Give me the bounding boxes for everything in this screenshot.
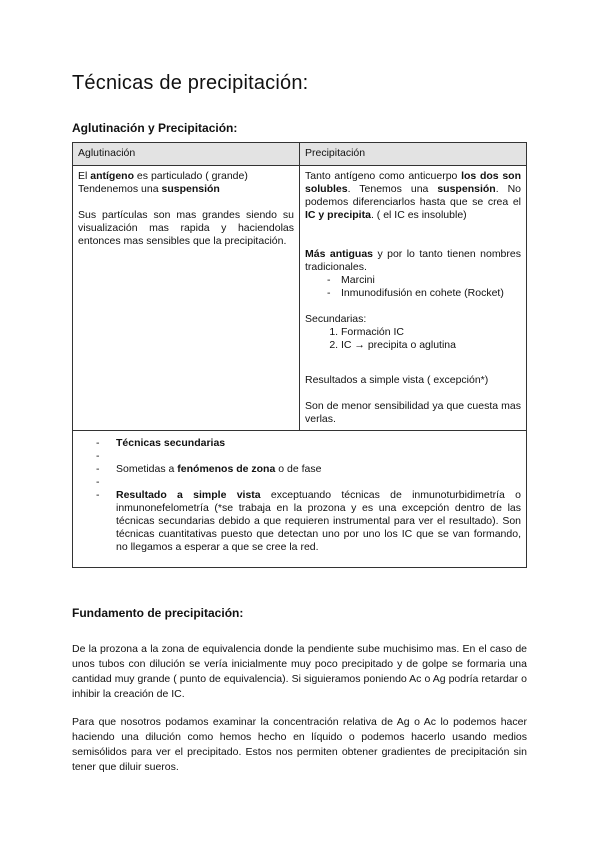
note-item: - Sometidas a fenómenos de zona o de fase	[96, 463, 521, 476]
precip-technique-list	[305, 274, 521, 300]
section-heading-fundamento: Fundamento de precipitación:	[72, 606, 244, 620]
note-item: - Resultado a simple vista exceptuando técnicas de inmunoturbidimetría o inmunonefelometría (*se trabaja en la prozona y es una excepción dentro de las técnicas secundarias debido a que requieren instrumental para ver el resultado). Son técnicas cuantitativas puesto que detectan uno por uno los IC que se van formando, no llegamos a esperar a que se cree la red.	[96, 489, 521, 554]
note-item-empty	[96, 450, 521, 463]
precip-paragraph-antiguas: Más antiguas y por lo tanto tienen nombres tradicionales.	[305, 248, 521, 273]
fundamento-paragraph-1: De la prozona a la zona de equivalencia donde la pendiente sube muchisimo mas. En el caso de unos tubos con dilución se vería inicialmente muy poco precipitado y de golpe se formaria una cantidad muy grande ( punto de equivalencia). Si siguieramos poniendo Ac o Ag podría retardar o inhibir la creación de IC.	[72, 643, 527, 700]
aglut-paragraph: Sus partículas son mas grandes siendo su visualización mas rapida y haciendolas entonces mas sensibles que la precipitación.	[78, 209, 294, 247]
list-item: 2. IC → precipita o aglutina	[341, 339, 521, 352]
secundarias-label: Secundarias:	[305, 313, 367, 325]
precip-resultados: Resultados a simple vista ( excepción*)	[305, 374, 489, 386]
aglut-line-2: Tendenemos una suspensión	[78, 183, 220, 195]
table-footer-row	[73, 431, 527, 568]
table-header-row	[73, 143, 527, 166]
note-item: - Técnicas secundarias	[96, 437, 521, 450]
table-body-row	[73, 166, 527, 431]
col-header-aglutinacion: Aglutinación	[73, 143, 300, 166]
cell-aglutinacion	[73, 166, 300, 431]
cell-precipitacion	[300, 166, 527, 431]
list-item: - Marcini	[327, 274, 521, 287]
comparison-table	[72, 142, 527, 568]
cell-bottom-notes	[73, 431, 527, 568]
page-title: Técnicas de precipitación:	[72, 72, 309, 94]
col-header-precipitacion: Precipitación	[300, 143, 527, 166]
list-item: 1. Formación IC	[341, 326, 521, 339]
section-heading-aglutinacion: Aglutinación y Precipitación:	[72, 121, 238, 135]
aglut-line-1: El antígeno es particulado ( grande)	[78, 170, 248, 182]
bottom-notes-list	[78, 437, 521, 554]
note-item-empty	[96, 476, 521, 489]
fundamento-paragraph-2: Para que nosotros podamos examinar la concentración relativa de Ag o Ac lo podemos hacer haciendo una dilución como hemos hecho en líquido o podemos hacerlo usando medios semisólidos para ver el precipitado. Estos nos permiten obtener gradientes de precipitación sin tener que diluir sueros.	[72, 716, 527, 773]
precip-sensibilidad: Son de menor sensibilidad ya que cuesta mas verlas.	[305, 400, 521, 425]
list-item: - Inmunodifusión en cohete (Rocket)	[327, 287, 521, 300]
secundarias-list	[305, 326, 521, 352]
precip-paragraph-1: Tanto antígeno como anticuerpo los dos son solubles. Tenemos una suspensión. No podemos diferenciarlos hasta que se crea el IC y precipita. ( el IC es insoluble)	[305, 170, 522, 221]
